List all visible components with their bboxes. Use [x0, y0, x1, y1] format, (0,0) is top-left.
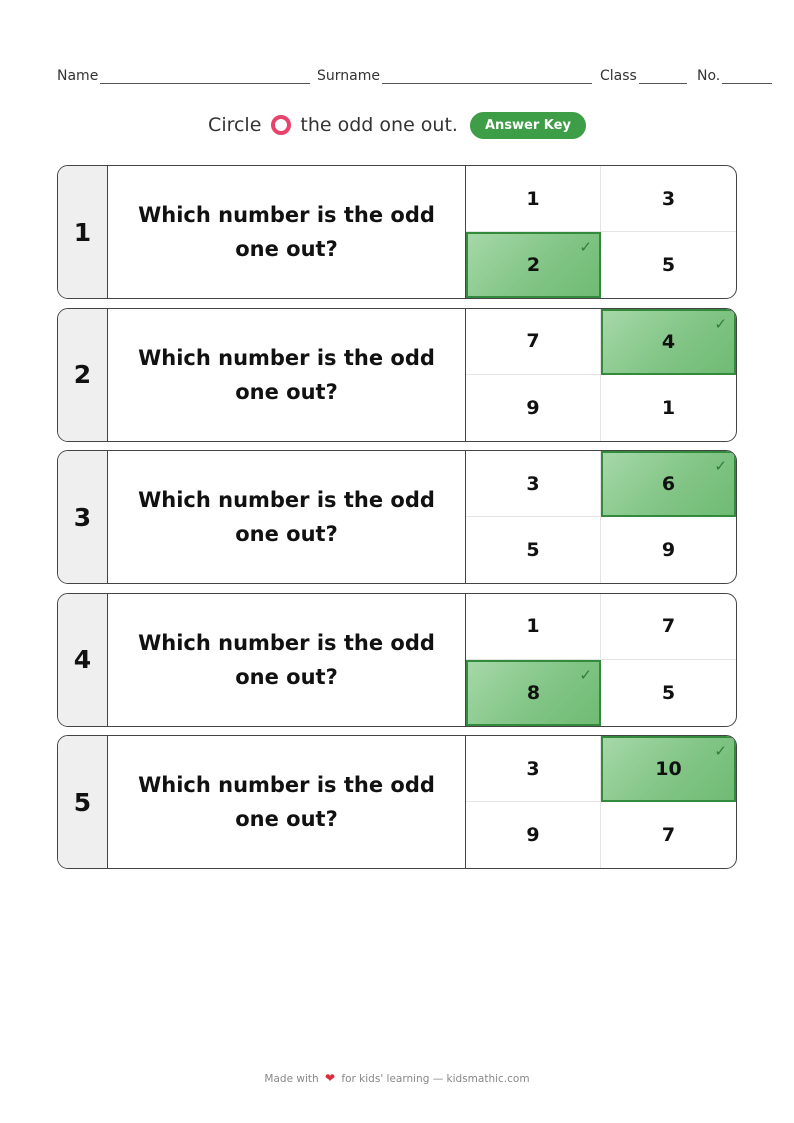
answer-option-value: 3	[526, 472, 540, 495]
question-number: 5	[58, 736, 108, 868]
check-icon: ✓	[714, 314, 727, 333]
answer-option[interactable]	[601, 802, 736, 868]
question-card	[57, 308, 737, 442]
answer-options	[466, 451, 736, 583]
answer-option-value: 4	[661, 330, 676, 353]
answer-option[interactable]	[601, 166, 736, 232]
number-label: No.	[697, 68, 721, 84]
answer-option-correct[interactable]	[601, 451, 736, 517]
check-icon: ✓	[714, 742, 727, 760]
answer-options	[466, 309, 736, 441]
question-number: 4	[58, 594, 108, 726]
answer-option-value: 8	[526, 681, 541, 704]
student-info-row	[57, 68, 773, 88]
answer-option-value: 5	[661, 681, 676, 704]
question-text: Which number is the odd one out?	[108, 594, 466, 726]
answer-option-correct[interactable]	[601, 309, 736, 375]
answer-option[interactable]	[466, 517, 601, 583]
question-card	[57, 450, 737, 584]
question-number: 2	[58, 309, 108, 441]
answer-option-value: 9	[526, 396, 540, 419]
answer-option[interactable]	[601, 232, 736, 298]
check-icon: ✓	[714, 457, 727, 475]
instruction-text-before: Circle	[208, 114, 262, 136]
answer-option-correct[interactable]	[466, 232, 601, 298]
question-text: Which number is the odd one out?	[108, 736, 466, 868]
answer-option-value: 9	[661, 539, 676, 561]
name-label: Name	[57, 68, 99, 84]
question-text: Which number is the odd one out?	[108, 451, 466, 583]
answer-option[interactable]	[601, 375, 736, 441]
answer-option[interactable]	[466, 451, 601, 517]
number-line[interactable]	[722, 69, 772, 84]
answer-option[interactable]	[601, 594, 736, 660]
answer-option[interactable]	[466, 375, 601, 441]
answer-option[interactable]	[601, 660, 736, 726]
number-field[interactable]	[697, 68, 772, 84]
class-field[interactable]	[600, 68, 687, 84]
answer-options	[466, 166, 736, 298]
footer-text-before: Made with	[264, 1073, 319, 1085]
answer-option[interactable]	[466, 594, 601, 660]
circle-icon	[271, 115, 291, 135]
answer-option-value: 7	[526, 330, 540, 352]
question-card	[57, 735, 737, 869]
answer-option-value: 7	[661, 824, 676, 846]
answer-option-correct[interactable]	[466, 660, 601, 726]
answer-option-value: 5	[526, 539, 540, 561]
surname-line[interactable]	[382, 69, 592, 84]
name-field[interactable]	[57, 68, 310, 84]
footer	[0, 1071, 794, 1085]
instruction-text-after: the odd one out.	[300, 114, 458, 136]
instruction-bar	[0, 110, 794, 140]
answer-option-value: 10	[655, 758, 682, 780]
answer-option[interactable]	[466, 166, 601, 232]
surname-field[interactable]	[317, 68, 592, 84]
heart-icon: ❤	[325, 1071, 336, 1085]
answer-option-value: 3	[661, 187, 676, 210]
surname-label: Surname	[317, 68, 380, 84]
answer-option-value: 5	[661, 254, 676, 276]
answer-option-value: 9	[526, 824, 540, 846]
answer-option[interactable]	[466, 736, 601, 802]
answer-option-value: 6	[661, 473, 676, 495]
answer-option-value: 1	[526, 187, 540, 210]
answer-option-correct[interactable]	[601, 736, 736, 802]
answer-option-value: 7	[661, 615, 676, 637]
answer-option-value: 1	[526, 615, 540, 637]
name-line[interactable]	[100, 69, 310, 84]
question-card	[57, 593, 737, 727]
question-card	[57, 165, 737, 299]
question-number: 3	[58, 451, 108, 583]
question-text: Which number is the odd one out?	[108, 309, 466, 441]
check-icon: ✓	[579, 665, 592, 684]
answer-option[interactable]	[601, 517, 736, 583]
question-number: 1	[58, 166, 108, 298]
answer-option-value: 2	[526, 254, 541, 276]
answer-option[interactable]	[466, 802, 601, 868]
answer-option[interactable]	[466, 309, 601, 375]
answer-option-value: 1	[661, 396, 676, 419]
footer-text-after: for kids' learning — kidsmathic.com	[341, 1073, 530, 1085]
answer-options	[466, 594, 736, 726]
check-icon: ✓	[579, 238, 592, 256]
answer-options	[466, 736, 736, 868]
class-label: Class	[600, 68, 637, 84]
answer-key-badge: Answer Key	[470, 112, 586, 139]
class-line[interactable]	[639, 69, 687, 84]
answer-option-value: 3	[526, 757, 540, 780]
question-text: Which number is the odd one out?	[108, 166, 466, 298]
